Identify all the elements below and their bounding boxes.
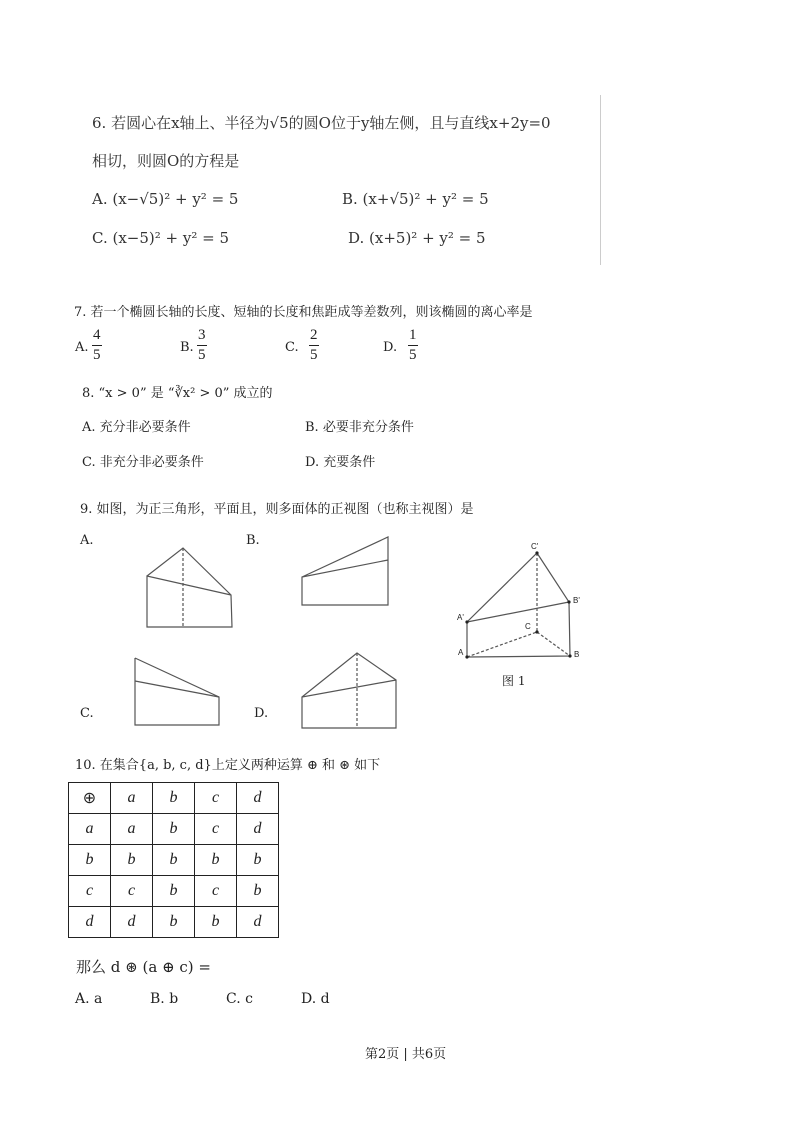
table-cell: b bbox=[153, 845, 195, 876]
q6-option-b: B. (x+√5)² + y² = 5 bbox=[342, 190, 489, 208]
table-cell: c bbox=[195, 814, 237, 845]
table-cell: d bbox=[237, 907, 279, 938]
point-label-c: C bbox=[525, 622, 531, 631]
table-cell: d bbox=[111, 907, 153, 938]
q8-option-d: D. 充要条件 bbox=[305, 455, 376, 470]
table-row bbox=[69, 907, 279, 938]
table-cell: d bbox=[237, 783, 279, 814]
view-option-b bbox=[302, 537, 388, 605]
q8-option-a: A. 充分非必要条件 bbox=[82, 420, 191, 435]
table-row bbox=[69, 876, 279, 907]
q9-option-d-label: D. bbox=[254, 706, 269, 721]
view-option-a bbox=[147, 548, 232, 627]
q6-stem-line1: 6. 若圆心在x轴上、半径为√5的圆O位于y轴左侧，且与直线x+2y=0 bbox=[92, 114, 551, 132]
figure-1-caption: 图 1 bbox=[502, 674, 526, 688]
q10-option-c: C. c bbox=[226, 991, 253, 1007]
q7-option-c-label: C. bbox=[285, 340, 299, 355]
table-cell: b bbox=[153, 814, 195, 845]
q10-stem: 10. 在集合{a, b, c, d}上定义两种运算 ⊕ 和 ⊛ 如下 bbox=[75, 758, 381, 773]
table-cell: a bbox=[111, 783, 153, 814]
figure-1-polyhedron bbox=[465, 551, 571, 658]
table-cell: c bbox=[195, 876, 237, 907]
table-cell: ⊕ bbox=[69, 783, 111, 814]
q8-option-b: B. 必要非充分条件 bbox=[305, 420, 414, 435]
table-cell: b bbox=[195, 845, 237, 876]
q8-stem: 8. “x > 0” 是 “∛x² > 0” 成立的 bbox=[82, 386, 273, 401]
table-cell: c bbox=[111, 876, 153, 907]
point-label-a: A bbox=[458, 648, 464, 657]
q10-option-d: D. d bbox=[301, 991, 330, 1007]
point-label-b1: B' bbox=[573, 596, 580, 605]
table-row bbox=[69, 814, 279, 845]
q6-option-d: D. (x+5)² + y² = 5 bbox=[348, 229, 486, 247]
q7-option-d-fraction: $\frac{1}{5}$ bbox=[409, 327, 417, 363]
table-cell: d bbox=[69, 907, 111, 938]
point-label-a1: A' bbox=[457, 613, 464, 622]
table-cell: a bbox=[111, 814, 153, 845]
table-row bbox=[69, 845, 279, 876]
q7-option-a-fraction: $\frac{4}{5}$ bbox=[93, 327, 101, 363]
table-row bbox=[69, 783, 279, 814]
point-label-b: B bbox=[574, 650, 580, 659]
q9-option-a-label: A. bbox=[80, 533, 94, 548]
table-cell: c bbox=[69, 876, 111, 907]
table-cell: b bbox=[153, 907, 195, 938]
q9-option-c-label: C. bbox=[80, 706, 94, 721]
view-option-d bbox=[302, 653, 396, 728]
q7-stem: 7. 若一个椭圆长轴的长度、短轴的长度和焦距成等差数列，则该椭圆的离心率是 bbox=[74, 305, 533, 320]
operation-table bbox=[68, 782, 279, 938]
table-cell: b bbox=[111, 845, 153, 876]
q7-option-d-label: D. bbox=[383, 340, 398, 355]
table-cell: b bbox=[195, 907, 237, 938]
view-option-c bbox=[135, 658, 219, 725]
point-label-c1: C' bbox=[531, 542, 539, 551]
q7-option-b-fraction: $\frac{3}{5}$ bbox=[198, 327, 206, 363]
q9-stem: 9. 如图，为正三角形，平面且，则多面体的正视图（也称主视图）是 bbox=[80, 502, 474, 517]
q7-option-b-label: B. bbox=[180, 340, 194, 355]
q7-option-a-label: A. bbox=[75, 340, 89, 355]
q6-option-a: A. (x−√5)² + y² = 5 bbox=[92, 190, 239, 208]
page-footer: 第2页 | 共6页 bbox=[365, 1047, 447, 1062]
q6-option-c: C. (x−5)² + y² = 5 bbox=[92, 229, 230, 247]
table-cell: b bbox=[153, 783, 195, 814]
q10-question: 那么 d ⊛ (a ⊕ c) = bbox=[76, 958, 211, 976]
q9-option-b-label: B. bbox=[246, 533, 260, 548]
q10-option-b: B. b bbox=[150, 991, 179, 1007]
q6-stem-line2: 相切，则圆O的方程是 bbox=[92, 152, 240, 170]
table-cell: b bbox=[237, 845, 279, 876]
table-cell: a bbox=[69, 814, 111, 845]
q10-option-a: A. a bbox=[75, 991, 103, 1007]
q7-option-c-fraction: $\frac{2}{5}$ bbox=[310, 327, 318, 363]
table-cell: b bbox=[69, 845, 111, 876]
table-cell: c bbox=[195, 783, 237, 814]
table-cell: b bbox=[237, 876, 279, 907]
table-cell: b bbox=[153, 876, 195, 907]
table-cell: d bbox=[237, 814, 279, 845]
q8-option-c: C. 非充分非必要条件 bbox=[82, 455, 204, 470]
